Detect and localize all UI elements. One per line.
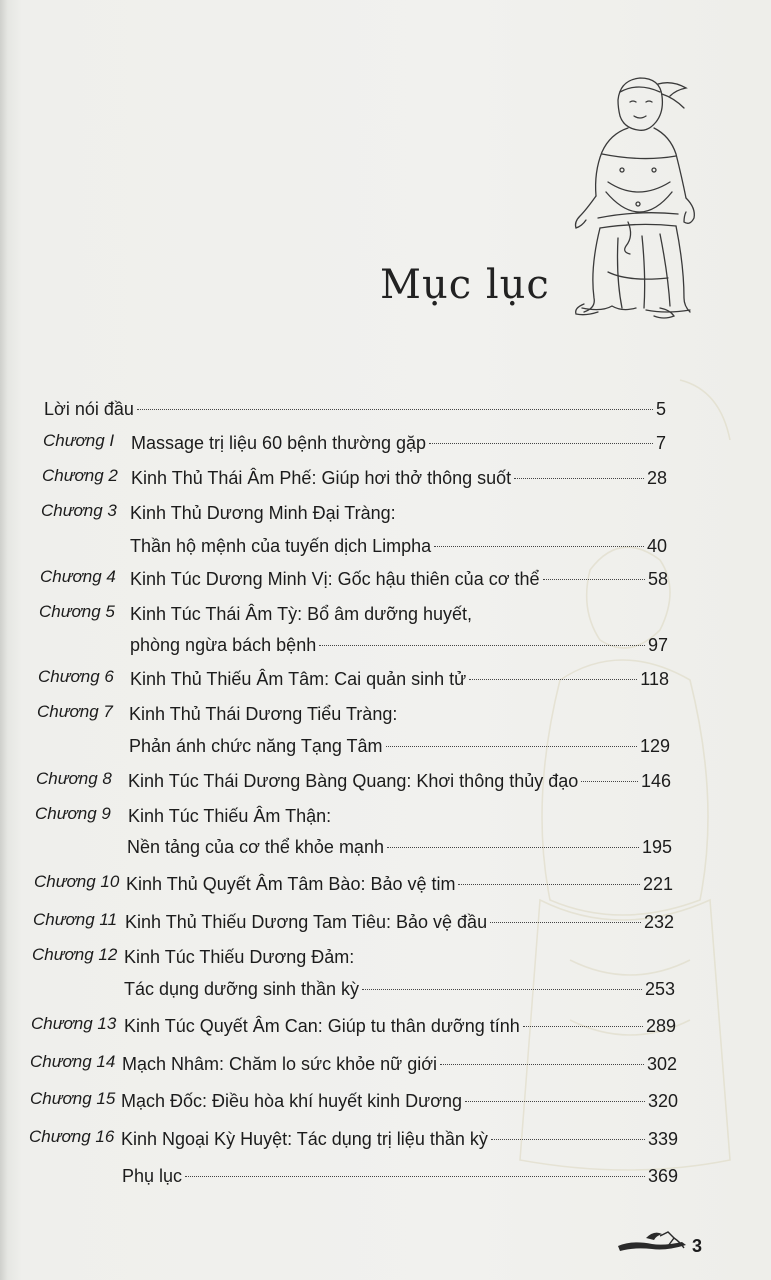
entry-page-number: 129 <box>639 736 670 756</box>
toc-entry[interactable] <box>131 430 666 456</box>
entry-page-number: 253 <box>644 979 675 999</box>
entry-title: Kinh Túc Thiếu Dương Đảm: <box>124 947 355 967</box>
entry-page-number: 195 <box>641 837 672 857</box>
entry-page-number: 118 <box>640 669 669 689</box>
chapter-label: Chương 7 <box>37 702 113 721</box>
entry-page-number: 339 <box>647 1129 678 1149</box>
dot-leader <box>434 546 644 547</box>
entry-title: Kinh Túc Thái Âm Tỳ: Bổ âm dưỡng huyết, <box>130 604 473 624</box>
entry-title: Kinh Túc Dương Minh Vị: Gốc hậu thiên của cơ thể <box>130 569 540 589</box>
entry-page-number: 302 <box>646 1054 677 1074</box>
toc-entry[interactable] <box>127 834 672 860</box>
entry-page-number: 97 <box>647 635 668 655</box>
entry-title: Tác dụng dưỡng sinh thần kỳ <box>124 979 359 999</box>
chapter-label: Chương 2 <box>42 466 118 485</box>
entry-page-number: 320 <box>647 1091 678 1111</box>
entry-page-number: 369 <box>647 1166 678 1186</box>
entry-title: Lời nói đầu <box>44 399 134 419</box>
entry-title: Massage trị liệu 60 bệnh thường gặp <box>131 433 427 453</box>
toc-entry[interactable] <box>125 909 674 935</box>
dot-leader <box>387 847 639 848</box>
entry-title: Nền tảng của cơ thể khỏe mạnh <box>127 837 384 857</box>
toc-entry[interactable] <box>130 533 667 559</box>
entry-title: Phụ lục <box>122 1166 183 1186</box>
dot-leader <box>490 922 641 923</box>
entry-title: Kinh Túc Quyết Âm Can: Giúp tu thân dưỡng tính <box>124 1016 520 1036</box>
dot-leader <box>319 645 645 646</box>
entry-title: Phản ánh chức năng Tạng Tâm <box>129 736 383 756</box>
entry-page-number: 232 <box>643 912 674 932</box>
toc-entry[interactable] <box>130 666 669 692</box>
toc-entry[interactable] <box>126 871 673 897</box>
dot-leader <box>137 409 653 410</box>
entry-title: Kinh Thủ Dương Minh Đại Tràng: <box>130 503 396 523</box>
footer-ornament-icon <box>616 1228 688 1256</box>
chapter-label: Chương I <box>43 431 115 450</box>
toc-entry[interactable] <box>130 566 668 592</box>
dot-leader <box>514 478 644 479</box>
entry-title: Kinh Ngoại Kỳ Huyệt: Tác dụng trị liệu thần kỳ <box>121 1129 488 1149</box>
toc-entry[interactable] <box>122 1163 678 1189</box>
toc-entry[interactable] <box>129 733 670 759</box>
toc-entry[interactable] <box>131 465 667 491</box>
dot-leader <box>581 781 638 782</box>
entry-title: Mạch Đốc: Điều hòa khí huyết kinh Dương <box>121 1091 463 1111</box>
entry-page-number: 146 <box>640 771 671 791</box>
dot-leader <box>386 746 637 747</box>
page-number: 3 <box>692 1236 703 1256</box>
entry-title: Kinh Thủ Thái Âm Phế: Giúp hơi thở thông suốt <box>131 468 512 488</box>
entry-title: Kinh Túc Thiếu Âm Thận: <box>128 806 332 826</box>
dot-leader <box>458 884 639 885</box>
toc-entry[interactable] <box>124 976 675 1002</box>
toc-entry[interactable] <box>124 1013 676 1039</box>
chapter-label: Chương 12 <box>32 945 118 964</box>
entry-title: Thần hộ mệnh của tuyến dịch Limpha <box>130 536 432 556</box>
entry-title: Kinh Thủ Quyết Âm Tâm Bào: Bảo vệ tim <box>126 874 456 894</box>
toc-entry[interactable] <box>128 803 331 829</box>
entry-page-number: 28 <box>646 468 667 488</box>
toc-entry[interactable] <box>121 1126 678 1152</box>
dot-leader <box>465 1101 645 1102</box>
chapter-label: Chương 11 <box>33 910 118 929</box>
entry-title: Kinh Túc Thái Dương Bàng Quang: Khơi thông thủy đạo <box>128 771 579 791</box>
chapter-label: Chương 9 <box>35 804 111 823</box>
entry-title: Kinh Thủ Thiếu Dương Tam Tiêu: Bảo vệ đầu <box>125 912 488 932</box>
entry-page-number: 7 <box>655 433 666 453</box>
toc-entry[interactable] <box>122 1051 677 1077</box>
entry-title: Kinh Thủ Thiếu Âm Tâm: Cai quản sinh tử <box>130 669 467 689</box>
chapter-label: Chương 8 <box>36 769 112 788</box>
entry-page-number: 58 <box>647 569 668 589</box>
chapter-label: Chương 16 <box>29 1127 115 1146</box>
toc-entry[interactable] <box>130 500 396 526</box>
entry-page-number: 289 <box>645 1016 676 1036</box>
dot-leader <box>185 1176 645 1177</box>
chapter-label: Chương 13 <box>31 1014 117 1033</box>
dot-leader <box>523 1026 643 1027</box>
chapter-label: Chương 14 <box>30 1052 116 1071</box>
toc-entry[interactable] <box>130 632 668 658</box>
entry-page-number: 221 <box>642 874 673 894</box>
entry-title: Kinh Thủ Thái Dương Tiểu Tràng: <box>129 704 398 724</box>
toc-entry[interactable] <box>44 396 666 422</box>
chapter-label: Chương 10 <box>34 872 120 891</box>
chapter-label: Chương 3 <box>41 501 117 520</box>
toc-entry[interactable] <box>128 768 671 794</box>
chapter-label: Chương 4 <box>40 567 116 586</box>
dot-leader <box>429 443 653 444</box>
entry-page-number: 5 <box>655 399 666 419</box>
dot-leader <box>469 679 637 680</box>
toc-entry[interactable] <box>130 601 472 627</box>
dot-leader <box>491 1139 645 1140</box>
toc-entry[interactable] <box>124 944 354 970</box>
chapter-label: Chương 5 <box>39 602 115 621</box>
toc-entry[interactable] <box>121 1088 678 1114</box>
dot-leader <box>362 989 642 990</box>
chapter-label: Chương 6 <box>38 667 114 686</box>
entry-title: phòng ngừa bách bệnh <box>130 635 317 655</box>
entry-page-number: 40 <box>646 536 667 556</box>
dot-leader <box>440 1064 644 1065</box>
chapter-label: Chương 15 <box>30 1089 116 1108</box>
toc-entry[interactable] <box>129 701 397 727</box>
dot-leader <box>543 579 645 580</box>
entry-title: Mạch Nhâm: Chăm lo sức khỏe nữ giới <box>122 1054 438 1074</box>
page-title: Mục lục <box>380 262 550 308</box>
